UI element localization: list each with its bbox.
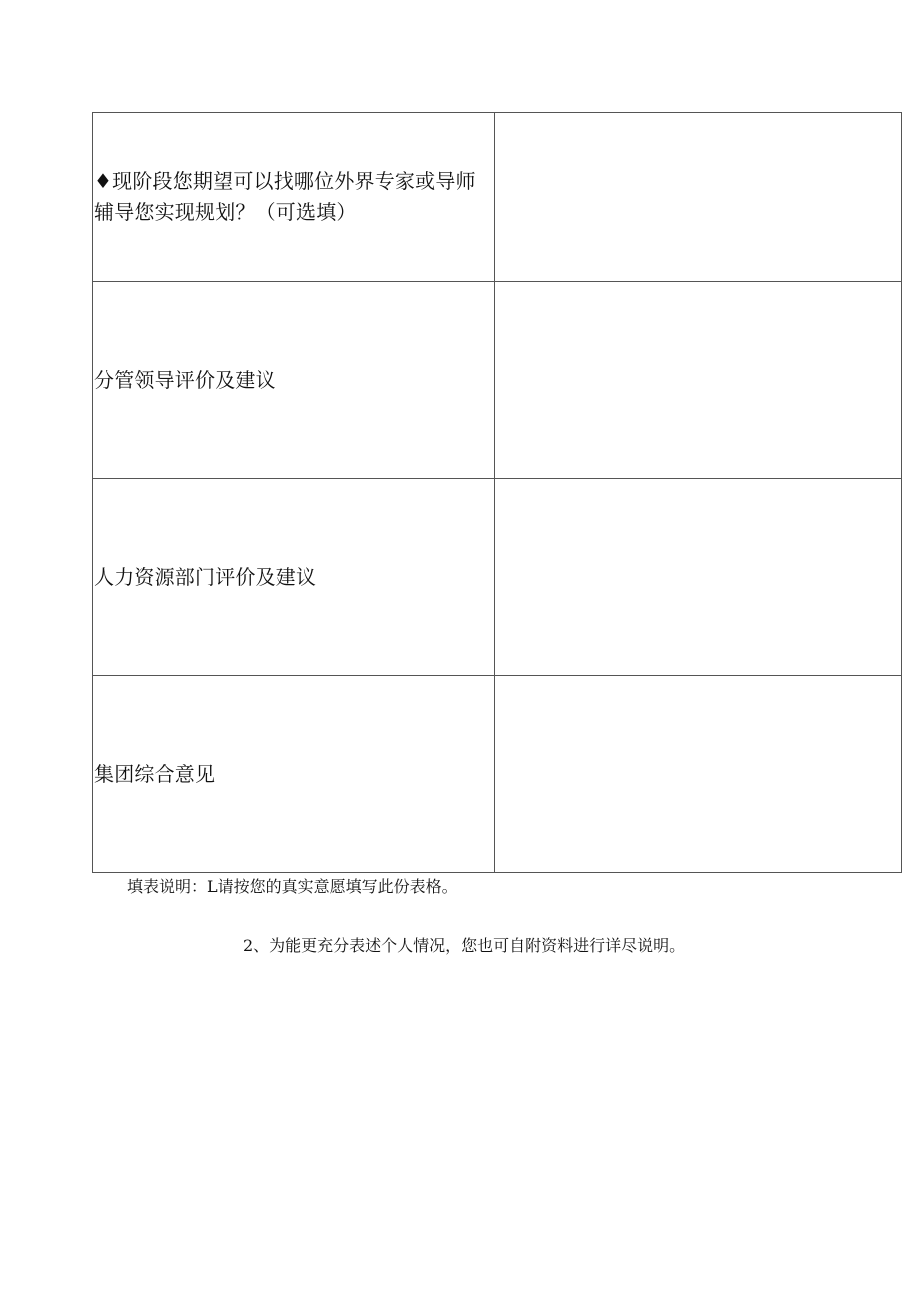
form-instructions-line1: 填表说明：L请按您的真实意愿填写此份表格。 xyxy=(127,877,458,896)
evaluation-form-table xyxy=(92,112,902,873)
expert-mentor-question-line2: 辅导您实现规划？（可选填） xyxy=(94,200,357,224)
supervisor-review-label: 分管领导评价及建议 xyxy=(94,367,276,392)
table-row xyxy=(93,113,902,282)
table-row xyxy=(93,479,902,676)
expert-mentor-answer-field[interactable] xyxy=(495,113,902,282)
hr-review-label: 人力资源部门评价及建议 xyxy=(94,564,317,589)
hr-review-field[interactable] xyxy=(495,479,902,676)
group-opinion-label-cell xyxy=(93,676,495,873)
supervisor-review-field[interactable] xyxy=(495,282,902,479)
table-row xyxy=(93,282,902,479)
expert-mentor-label-cell xyxy=(93,113,495,282)
supervisor-review-label-cell xyxy=(93,282,495,479)
expert-mentor-question-line1: ♦现阶段您期望可以找哪位外界专家或导师 xyxy=(94,169,476,193)
group-opinion-label: 集团综合意见 xyxy=(94,761,216,786)
table-row xyxy=(93,676,902,873)
form-instructions-line2: 2、为能更充分表述个人情况，您也可自附资料进行详尽说明。 xyxy=(243,936,686,955)
hr-review-label-cell xyxy=(93,479,495,676)
group-opinion-field[interactable] xyxy=(495,676,902,873)
